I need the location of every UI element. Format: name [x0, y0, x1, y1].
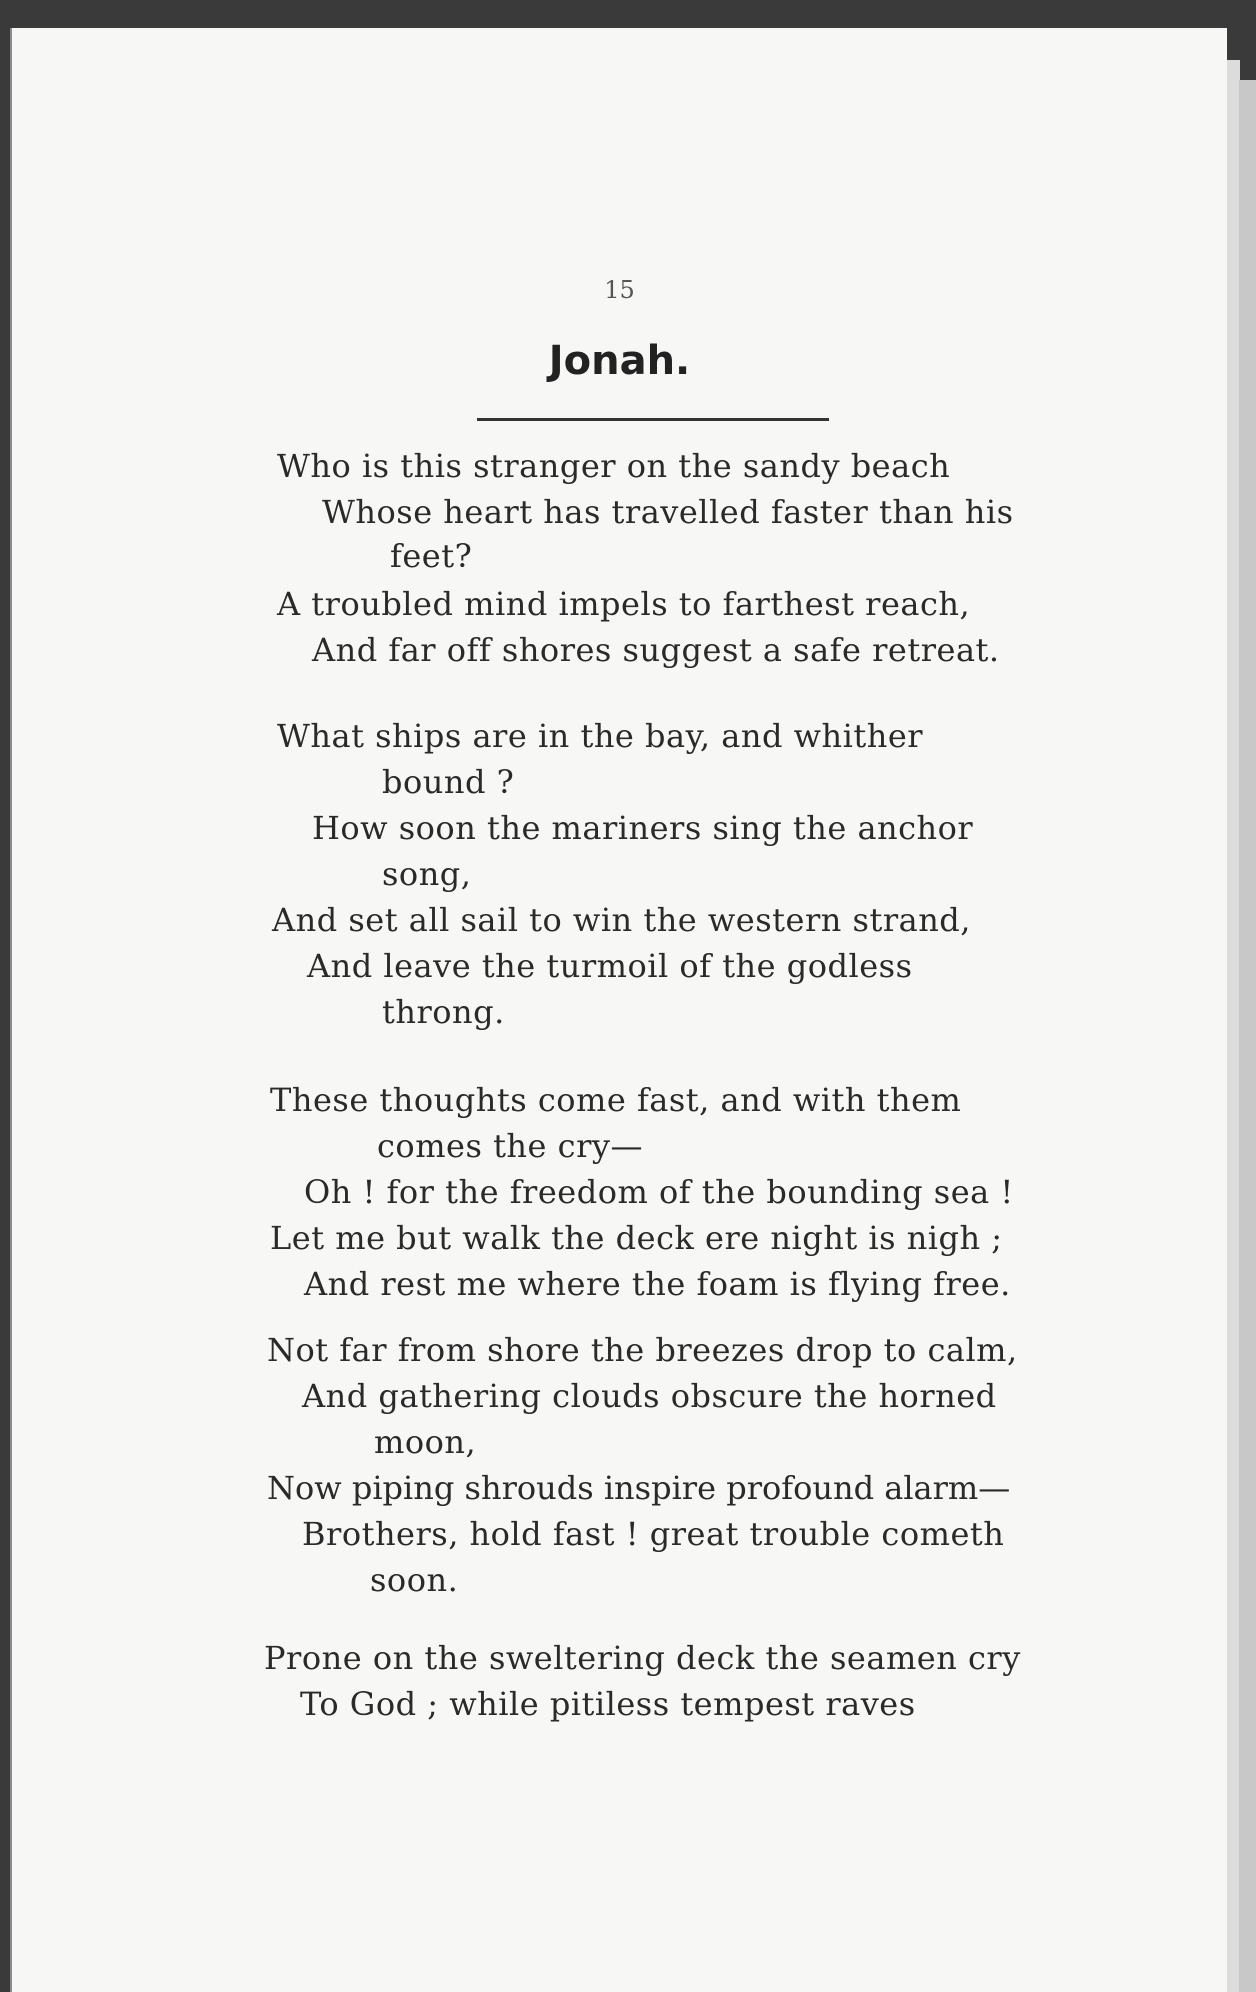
poem-line: Who is this stranger on the sandy beach	[277, 447, 951, 485]
poem-line: Let me but walk the deck ere night is nigh ;	[270, 1219, 1003, 1257]
page-edge-back	[1239, 80, 1256, 1992]
poem-line: Not far from shore the breezes drop to calm,	[267, 1331, 1018, 1369]
poem-line: A troubled mind impels to farthest reach,	[277, 585, 971, 623]
page-edge	[1225, 60, 1240, 1992]
poem-line: Oh ! for the freedom of the bounding sea !	[304, 1173, 1014, 1211]
poem-line: What ships are in the bay, and whither	[277, 717, 924, 755]
poem-line: Now piping shrouds inspire profound alarm—	[267, 1469, 1011, 1507]
poem-line: Prone on the sweltering deck the seamen cry	[264, 1639, 1021, 1677]
poem-line: How soon the mariners sing the anchor	[312, 809, 974, 847]
poem-line: song,	[382, 855, 472, 893]
poem-line: throng.	[382, 993, 505, 1031]
poem-line: comes the cry—	[377, 1127, 643, 1165]
poem-line: feet?	[390, 537, 473, 575]
poem-line: These thoughts come fast, and with them	[270, 1081, 962, 1119]
book-page	[10, 28, 1227, 1992]
poem-line: And leave the turmoil of the godless	[307, 947, 913, 985]
poem-line: soon.	[370, 1561, 459, 1599]
poem-title: Jonah.	[548, 338, 691, 384]
poem-line: And set all sail to win the western strand,	[272, 901, 971, 939]
poem-line: And rest me where the foam is flying free.	[304, 1265, 1011, 1303]
poem-line: Whose heart has travelled faster than his	[322, 493, 1014, 531]
poem-line: Brothers, hold fast ! great trouble cometh	[302, 1515, 1005, 1553]
title-rule	[477, 418, 829, 421]
poem-line: To God ; while pitiless tempest raves	[300, 1685, 916, 1723]
poem-line: And far off shores suggest a safe retreat.	[312, 631, 1000, 669]
poem-line: And gathering clouds obscure the horned	[302, 1377, 997, 1415]
page-number: 15	[604, 276, 635, 304]
poem-line: moon,	[374, 1423, 477, 1461]
poem-line: bound ?	[382, 763, 515, 801]
